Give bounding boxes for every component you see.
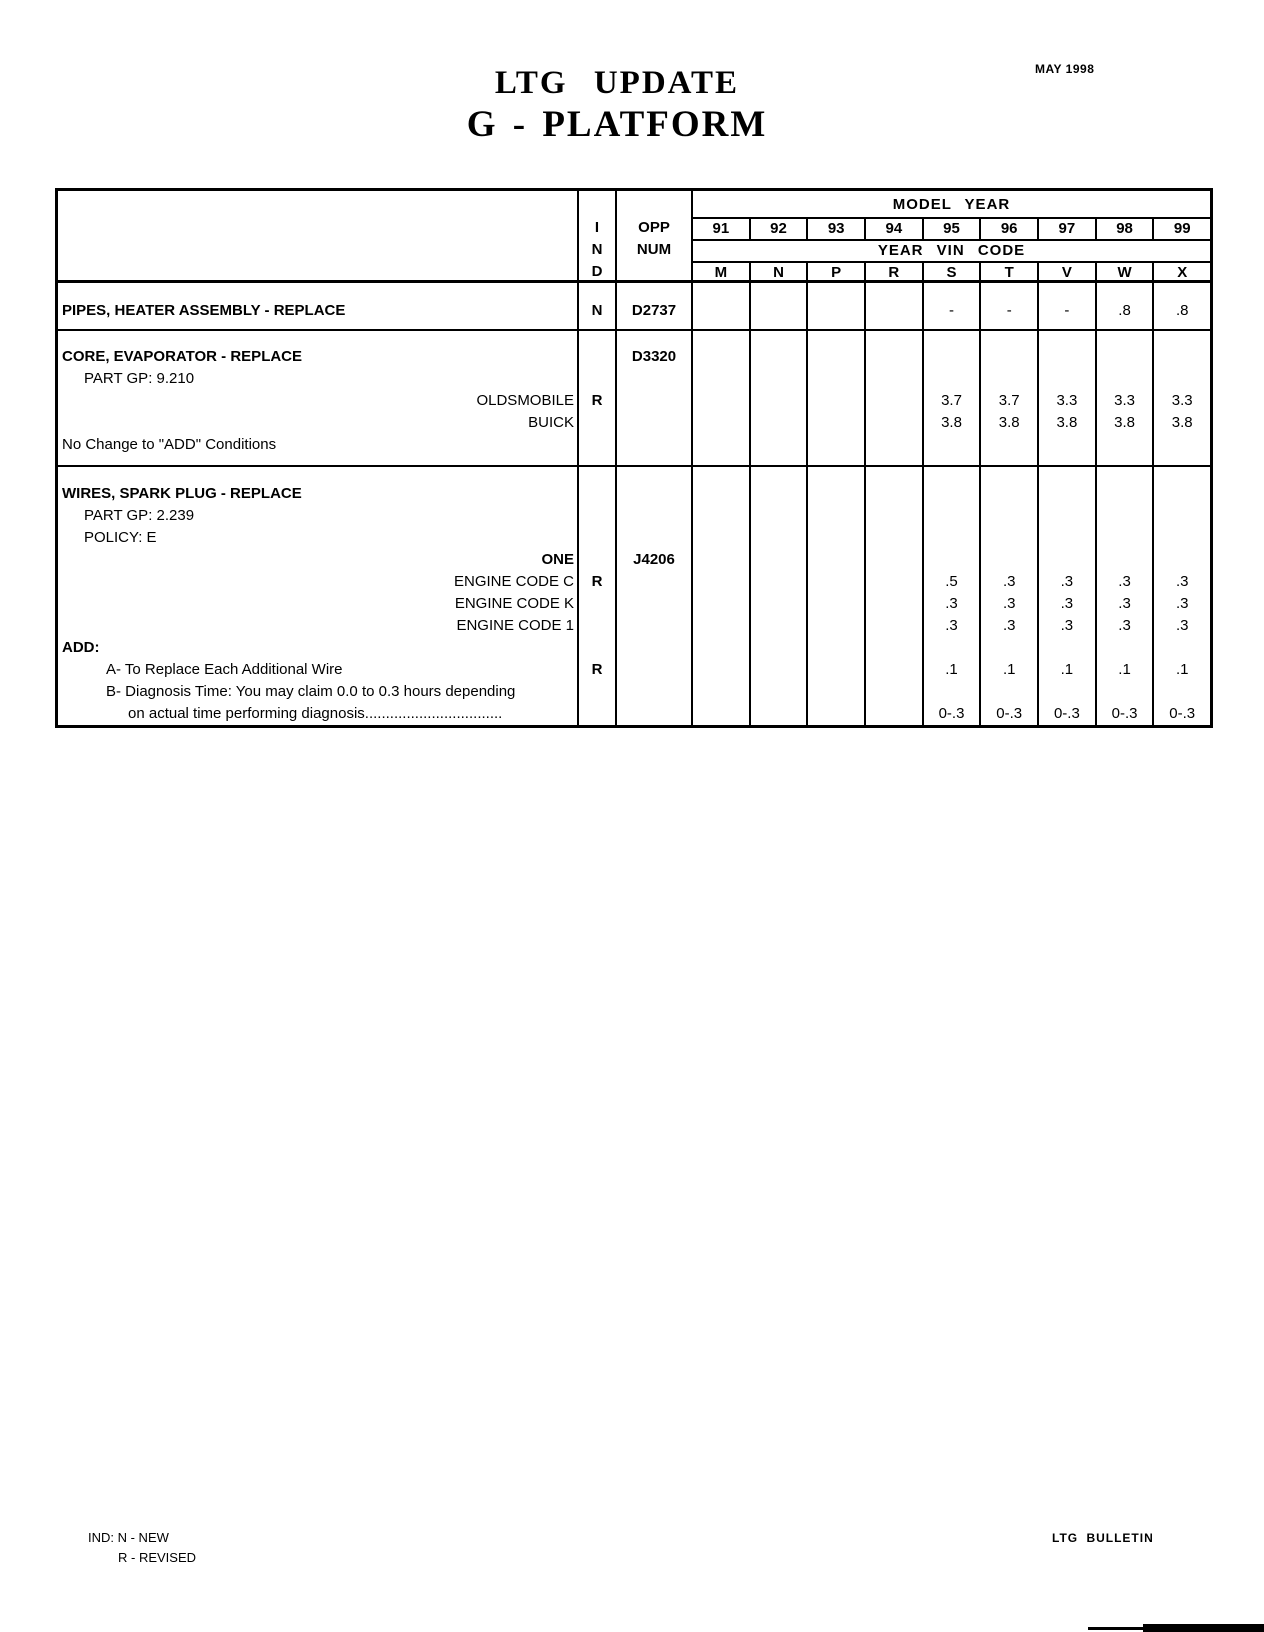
hours-value-cell: 3.3: [1171, 392, 1193, 409]
description-column: [58, 331, 577, 465]
description-line: ENGINE CODE 1: [456, 617, 574, 634]
year-column-94: [864, 467, 922, 725]
description-line: PIPES, HEATER ASSEMBLY - REPLACE: [62, 302, 346, 319]
ind-value: [579, 615, 615, 637]
ind-value: [579, 637, 615, 659]
legend-line: R - REVISED: [118, 1550, 197, 1565]
hours-value-cell: [866, 368, 922, 390]
hours-value-cell: [1039, 505, 1095, 527]
opp-num-column: [615, 331, 691, 465]
hours-value-cell: [1039, 549, 1095, 571]
page-title: [0, 64, 1234, 146]
hours-value-cell: .1: [945, 661, 958, 678]
hours-value-cell: [1039, 368, 1095, 390]
hours-value-cell: [1154, 483, 1210, 505]
hours-value-cell: [1097, 368, 1153, 390]
hours-value-cell: [751, 549, 807, 571]
hours-value-cell: .3: [1060, 573, 1074, 590]
year-column-99: [1152, 467, 1210, 725]
vin-code-header: V: [1037, 263, 1095, 283]
hours-value-cell: [808, 615, 864, 637]
hours-value-cell: [808, 549, 864, 571]
description-line: POLICY: E: [84, 529, 157, 546]
hours-value-cell: [808, 300, 864, 322]
hours-value-cell: [1097, 346, 1153, 368]
opp-label-line: NUM: [636, 241, 672, 258]
scan-artifact-line: [1088, 1627, 1150, 1630]
hours-value-cell: [924, 637, 980, 659]
ind-letter: I: [594, 219, 600, 236]
description-line: PART GP: 9.210: [84, 370, 195, 387]
ind-value: [579, 434, 615, 456]
ind-value: [579, 703, 615, 725]
vin-code-header: R: [864, 263, 922, 283]
header-description-cell: [58, 191, 577, 280]
hours-value-cell: -: [949, 302, 955, 319]
year-header: 93: [806, 219, 864, 239]
year-column-94: [864, 331, 922, 465]
hours-value-cell: [751, 346, 807, 368]
hours-value-cell: 3.8: [1171, 414, 1193, 431]
hours-value-cell: [751, 300, 807, 322]
opp-num-value: [617, 505, 691, 527]
hours-value-cell: [1154, 346, 1210, 368]
ind-value: [579, 681, 615, 703]
hours-value-cell: [693, 527, 749, 549]
opp-num-value: [617, 368, 691, 390]
ind-value: [579, 549, 615, 571]
hours-value-cell: [751, 681, 807, 703]
hours-value-cell: [693, 368, 749, 390]
hours-value-cell: [751, 593, 807, 615]
year-header: 92: [749, 219, 807, 239]
hours-value-cell: .1: [1175, 661, 1189, 678]
hours-value-cell: 3.8: [998, 414, 1020, 431]
hours-value-cell: [1039, 346, 1095, 368]
description-line: B- Diagnosis Time: You may claim 0.0 to 0.3 hours depending: [106, 683, 516, 700]
hours-value-cell: [866, 412, 922, 434]
hours-value-cell: [981, 368, 1037, 390]
hours-value-cell: [924, 505, 980, 527]
hours-value-cell: [808, 390, 864, 412]
hours-value-cell: .3: [1002, 573, 1016, 590]
year-header-row: [693, 217, 1210, 239]
hours-value-cell: .5: [945, 573, 958, 590]
description-line: BUICK: [528, 414, 574, 431]
description-column: [58, 467, 577, 725]
table-header: [58, 191, 1210, 283]
year-column-99: [1152, 283, 1210, 329]
hours-value-cell: 3.7: [998, 392, 1020, 409]
hours-value-cell: .8: [1175, 302, 1189, 319]
description-line: OLDSMOBILE: [476, 392, 574, 409]
hours-value-cell: [866, 390, 922, 412]
hours-value-cell: [866, 637, 922, 659]
header-opp-cell: [615, 191, 691, 280]
hours-value-cell: [1154, 434, 1210, 456]
year-column-92: [749, 283, 807, 329]
opp-num-value: [617, 681, 691, 703]
hours-value-cell: [808, 593, 864, 615]
hours-value-cell: [981, 505, 1037, 527]
vin-code-header: M: [714, 264, 728, 281]
year-column-92: [749, 467, 807, 725]
hours-value-cell: [1154, 368, 1210, 390]
hours-value-cell: 0-.3: [1111, 705, 1138, 722]
hours-value-cell: 3.3: [1056, 392, 1078, 409]
ind-value: [579, 346, 615, 368]
year-column-95: [922, 283, 980, 329]
opp-num-value: [617, 434, 691, 456]
opp-num-value: [617, 412, 691, 434]
hours-value-cell: [866, 483, 922, 505]
hours-value-cell: [924, 549, 980, 571]
hours-value-cell: [1039, 483, 1095, 505]
header-ind-cell: [577, 191, 615, 280]
ind-value: [579, 527, 615, 549]
title-line-2: G - PLATFORM: [466, 104, 768, 145]
opp-num-value: [617, 703, 691, 725]
bulletin-label: LTG BULLETIN: [1052, 1531, 1154, 1545]
hours-value-cell: .8: [1118, 302, 1131, 319]
hours-value-cell: -: [1064, 302, 1070, 319]
hours-value-cell: [693, 681, 749, 703]
ind-value: R: [591, 661, 603, 678]
hours-value-cell: [751, 637, 807, 659]
hours-value-cell: [751, 390, 807, 412]
hours-value-cell: [1097, 505, 1153, 527]
hours-value-cell: [1154, 549, 1210, 571]
ind-value: R: [591, 392, 603, 409]
hours-value-cell: [751, 434, 807, 456]
year-column-92: [749, 331, 807, 465]
ind-value: [579, 412, 615, 434]
hours-value-cell: [981, 549, 1037, 571]
hours-value-cell: [1039, 527, 1095, 549]
hours-value-cell: [808, 434, 864, 456]
hours-value-cell: .3: [1002, 617, 1016, 634]
hours-value-cell: [751, 615, 807, 637]
hours-value-cell: [924, 346, 980, 368]
hours-value-cell: .3: [1002, 595, 1016, 612]
hours-value-cell: [1039, 637, 1095, 659]
hours-value-cell: .3: [945, 595, 958, 612]
ind-legend: [88, 1528, 196, 1568]
hours-value-cell: .1: [1002, 661, 1016, 678]
hours-value-cell: [981, 346, 1037, 368]
year-column-96: [979, 467, 1037, 725]
table-block: [58, 331, 1210, 467]
hours-value-cell: .3: [1175, 617, 1189, 634]
hours-value-cell: [693, 549, 749, 571]
vin-code-header: X: [1152, 263, 1210, 283]
opp-num-value: J4206: [633, 551, 675, 568]
hours-value-cell: 0-.3: [1053, 705, 1080, 722]
opp-label-line: OPP: [638, 219, 670, 236]
year-column-99: [1152, 331, 1210, 465]
year-column-91: [691, 331, 749, 465]
hours-value-cell: [1097, 549, 1153, 571]
vin-code-header: P: [806, 263, 864, 283]
year-column-97: [1037, 331, 1095, 465]
ind-value: R: [591, 573, 603, 590]
year-column-97: [1037, 283, 1095, 329]
year-header: 94: [864, 219, 922, 239]
hours-value-cell: .3: [1118, 595, 1131, 612]
ind-column: [577, 283, 615, 329]
hours-value-cell: [981, 681, 1037, 703]
hours-value-cell: [1039, 434, 1095, 456]
hours-value-cell: [981, 434, 1037, 456]
opp-num-value: [617, 593, 691, 615]
year-column-95: [922, 331, 980, 465]
year-column-98: [1095, 331, 1153, 465]
hours-value-cell: [1097, 434, 1153, 456]
legend-line: IND: N - NEW: [88, 1530, 169, 1545]
description-line: ADD:: [62, 639, 100, 656]
description-column: [58, 283, 577, 329]
opp-num-value: D3320: [631, 348, 677, 365]
year-header: 95: [922, 219, 980, 239]
date-label: MAY 1998: [1035, 62, 1095, 76]
hours-value-cell: [751, 505, 807, 527]
hours-value-cell: [866, 549, 922, 571]
hours-value-cell: 3.7: [941, 392, 962, 409]
hours-value-cell: 3.8: [1056, 414, 1078, 431]
hours-value-cell: [693, 659, 749, 681]
ind-value: [579, 593, 615, 615]
description-line: PART GP: 2.239: [84, 507, 195, 524]
hours-value-cell: [924, 368, 980, 390]
opp-num-column: [615, 283, 691, 329]
hours-value-cell: [693, 571, 749, 593]
year-column-98: [1095, 283, 1153, 329]
hours-value-cell: [693, 505, 749, 527]
hours-value-cell: [924, 483, 980, 505]
opp-num-value: [617, 659, 691, 681]
hours-value-cell: [693, 390, 749, 412]
hours-value-cell: [924, 434, 980, 456]
hours-value-cell: [866, 593, 922, 615]
hours-value-cell: [1154, 681, 1210, 703]
hours-value-cell: [808, 527, 864, 549]
hours-value-cell: [1097, 637, 1153, 659]
header-years-group: [691, 191, 1210, 280]
hours-value-cell: [866, 434, 922, 456]
hours-value-cell: [693, 346, 749, 368]
hours-value-cell: [1154, 637, 1210, 659]
description-line: A- To Replace Each Additional Wire: [106, 661, 343, 678]
hours-value-cell: .1: [1118, 661, 1131, 678]
hours-value-cell: [751, 412, 807, 434]
description-line: WIRES, SPARK PLUG - REPLACE: [62, 485, 302, 502]
year-column-97: [1037, 467, 1095, 725]
year-header: 99: [1152, 219, 1210, 239]
year-column-96: [979, 283, 1037, 329]
hours-value-cell: [1039, 681, 1095, 703]
ind-column: [577, 331, 615, 465]
model-year-label: MODEL YEAR: [892, 196, 1011, 213]
hours-value-cell: [693, 300, 749, 322]
hours-value-cell: [808, 637, 864, 659]
hours-value-cell: 0-.3: [1169, 705, 1196, 722]
hours-value-cell: .3: [1175, 573, 1189, 590]
description-line: ENGINE CODE K: [454, 595, 574, 612]
year-column-93: [806, 467, 864, 725]
hours-value-cell: [808, 571, 864, 593]
hours-value-cell: .3: [945, 617, 958, 634]
year-header: 97: [1037, 219, 1095, 239]
hours-value-cell: [751, 483, 807, 505]
description-line: on actual time performing diagnosis.................................: [128, 705, 503, 722]
ind-value: N: [591, 302, 603, 319]
hours-value-cell: .3: [1118, 617, 1131, 634]
hours-value-cell: [866, 300, 922, 322]
hours-value-cell: 3.3: [1114, 392, 1135, 409]
hours-value-cell: [693, 637, 749, 659]
vin-code-header: W: [1095, 263, 1153, 283]
hours-value-cell: [693, 703, 749, 725]
year-column-93: [806, 331, 864, 465]
ind-letter: N: [591, 241, 603, 258]
vin-code-header: N: [749, 263, 807, 283]
hours-value-cell: [693, 615, 749, 637]
table-body: [58, 283, 1210, 725]
hours-value-cell: [751, 571, 807, 593]
hours-value-cell: [924, 681, 980, 703]
hours-value-cell: [808, 368, 864, 390]
ind-value: [579, 483, 615, 505]
scan-artifact-bar: [1143, 1624, 1264, 1632]
ind-letter: D: [591, 263, 603, 280]
opp-num-value: [617, 527, 691, 549]
hours-value-cell: [866, 659, 922, 681]
year-header: 96: [979, 219, 1037, 239]
opp-num-value: D2737: [631, 302, 677, 319]
year-header: 98: [1095, 219, 1153, 239]
vin-code-header: S: [922, 263, 980, 283]
hours-value-cell: .3: [1060, 617, 1074, 634]
hours-value-cell: [1154, 505, 1210, 527]
hours-value-cell: 0-.3: [996, 705, 1023, 722]
hours-value-cell: [924, 527, 980, 549]
hours-value-cell: [866, 527, 922, 549]
hours-value-cell: [866, 703, 922, 725]
description-line: No Change to "ADD" Conditions: [62, 436, 277, 453]
hours-value-cell: [693, 412, 749, 434]
year-column-98: [1095, 467, 1153, 725]
title-line-1: LTG UPDATE: [494, 65, 740, 101]
description-line: ONE: [541, 551, 574, 568]
hours-value-cell: [1097, 527, 1153, 549]
rate-table: [55, 188, 1213, 728]
table-block: [58, 467, 1210, 725]
hours-value-cell: [751, 368, 807, 390]
hours-value-cell: .3: [1118, 573, 1131, 590]
hours-value-cell: [866, 505, 922, 527]
hours-value-cell: 0-.3: [938, 705, 965, 722]
year-column-95: [922, 467, 980, 725]
opp-spacer: [617, 191, 691, 217]
hours-value-cell: .3: [1060, 595, 1074, 612]
hours-value-cell: [808, 703, 864, 725]
year-column-93: [806, 283, 864, 329]
hours-value-cell: [981, 483, 1037, 505]
hours-value-cell: [866, 615, 922, 637]
hours-value-cell: .1: [1060, 661, 1074, 678]
hours-value-cell: [981, 637, 1037, 659]
hours-value-cell: [693, 434, 749, 456]
hours-value-cell: [1154, 527, 1210, 549]
hours-value-cell: [981, 527, 1037, 549]
hours-value-cell: [808, 505, 864, 527]
ind-value: [579, 368, 615, 390]
hours-value-cell: [866, 681, 922, 703]
hours-value-cell: [808, 412, 864, 434]
hours-value-cell: [808, 483, 864, 505]
ind-column: [577, 467, 615, 725]
hours-value-cell: 3.8: [941, 414, 962, 431]
description-line: ENGINE CODE C: [453, 573, 574, 590]
vin-header-row: [693, 261, 1210, 283]
hours-value-cell: [751, 659, 807, 681]
hours-value-cell: .3: [1175, 595, 1189, 612]
hours-value-cell: 3.8: [1114, 414, 1135, 431]
year-column-96: [979, 331, 1037, 465]
opp-num-value: [617, 615, 691, 637]
opp-num-value: [617, 637, 691, 659]
year-column-91: [691, 467, 749, 725]
hours-value-cell: [866, 346, 922, 368]
ind-spacer: [579, 191, 615, 217]
year-column-91: [691, 283, 749, 329]
hours-value-cell: [693, 483, 749, 505]
description-line: CORE, EVAPORATOR - REPLACE: [62, 348, 303, 365]
ind-value: [579, 505, 615, 527]
hours-value-cell: [1097, 681, 1153, 703]
hours-value-cell: [751, 703, 807, 725]
hours-value-cell: [751, 527, 807, 549]
table-block: [58, 283, 1210, 331]
hours-value-cell: [808, 346, 864, 368]
opp-num-value: [617, 483, 691, 505]
year-column-94: [864, 283, 922, 329]
vin-code-label: YEAR VIN CODE: [693, 239, 1210, 261]
hours-value-cell: [808, 659, 864, 681]
opp-num-value: [617, 571, 691, 593]
hours-value-cell: [693, 593, 749, 615]
opp-num-column: [615, 467, 691, 725]
opp-num-value: [617, 390, 691, 412]
year-header: 91: [712, 220, 730, 237]
hours-value-cell: [808, 681, 864, 703]
vin-code-header: T: [979, 263, 1037, 283]
hours-value-cell: [1097, 483, 1153, 505]
hours-value-cell: [866, 571, 922, 593]
hours-value-cell: -: [1006, 302, 1012, 319]
